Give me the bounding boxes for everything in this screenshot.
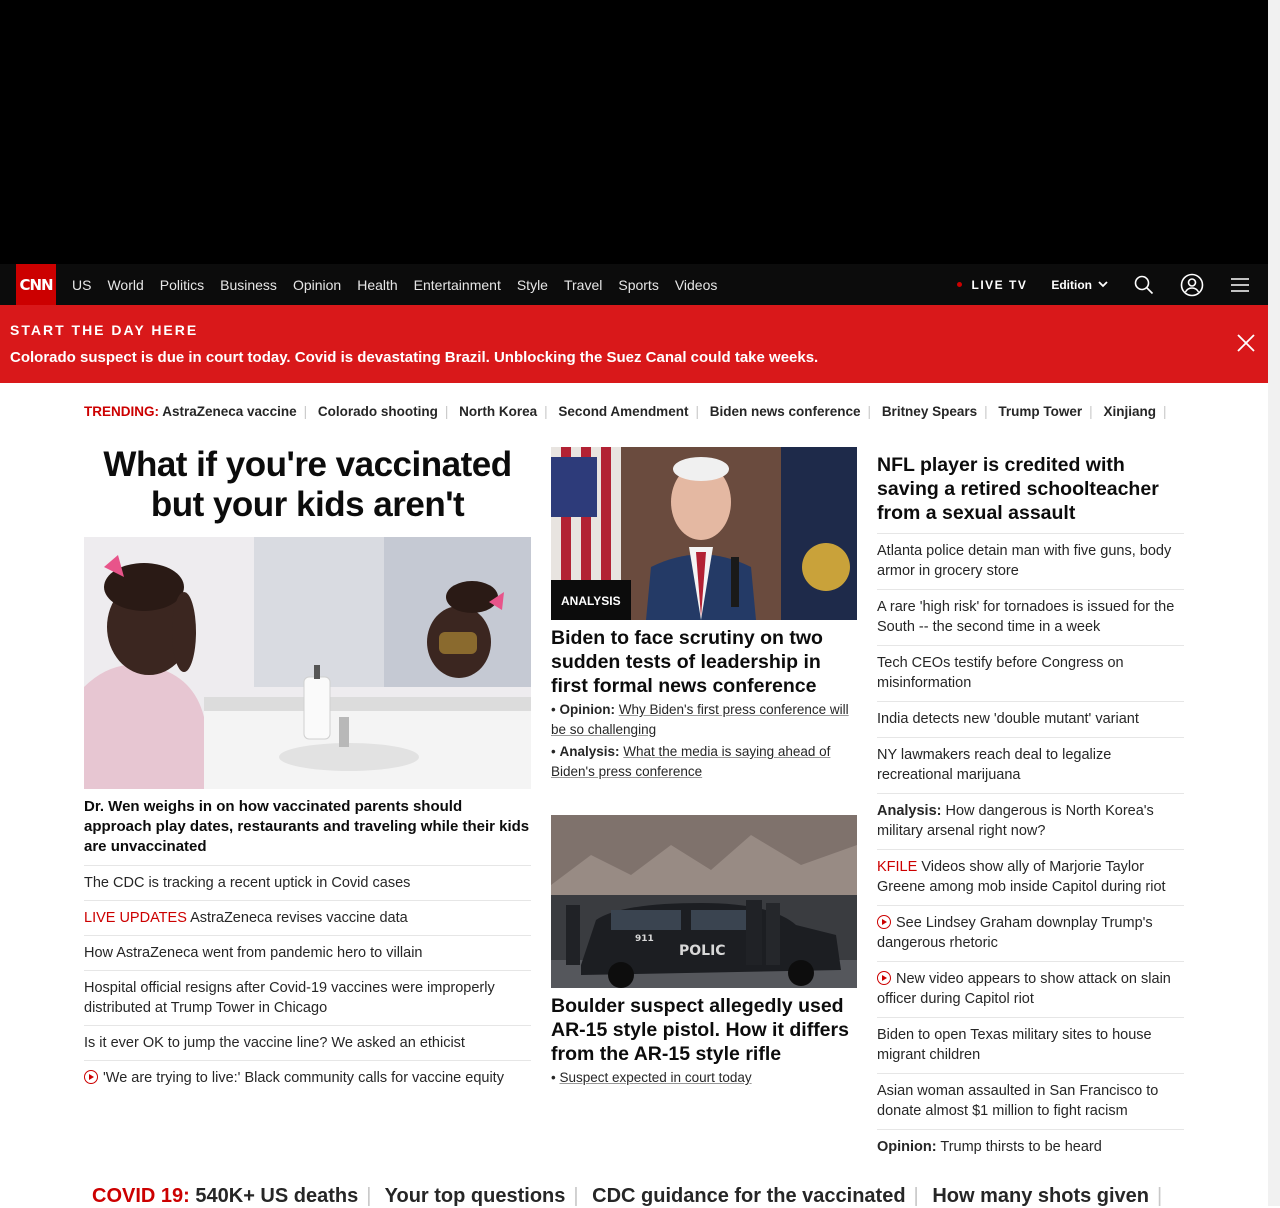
police-car-illustration [551,815,857,988]
list-item[interactable]: Tech CEOs testify before Congress on misinformation [877,646,1184,702]
covid-bar: COVID 19: 540K+ US deaths | Your top questions | CDC guidance for the vaccinated | How many shots given | [92,1185,1163,1207]
nav-links [72,277,733,293]
analysis-label: Analysis: [877,803,942,819]
list-item[interactable]: Asian woman assaulted in San Francisco to donate almost $1 million to fight racism [877,1074,1184,1130]
nav-style[interactable]: Style [516,276,548,293]
trending-item[interactable]: Biden news conference [709,404,861,419]
hamburger-menu-icon[interactable] [1228,273,1252,297]
ad-area [0,0,1268,264]
list-item[interactable]: Hospital official resigns after Covid-19 vaccines were improperly distributed at Trump Tower in Chicago [84,971,531,1026]
list-item[interactable]: India detects new 'double mutant' variant [877,702,1184,738]
live-tv-button[interactable] [957,278,1027,292]
list-item[interactable]: Analysis: How dangerous is North Korea's military arsenal right now? [877,794,1184,850]
scrollbar-track[interactable] [1268,0,1280,1206]
kfile-label: KFILE [877,859,918,875]
covid-link[interactable]: CDC guidance for the vaccinated [592,1185,906,1207]
column-left [84,445,531,1095]
covid-link[interactable]: Your top questions [384,1185,566,1207]
biden-image[interactable] [551,447,857,620]
chevron-down-icon [1098,281,1108,288]
video-play-icon [877,915,891,929]
user-account-icon[interactable] [1180,273,1204,297]
cnn-logo[interactable]: CNN [16,264,56,305]
list-item[interactable]: Biden to open Texas military sites to house migrant children [877,1018,1184,1074]
edition-label: Edition [1051,277,1092,292]
list-item[interactable]: NY lawmakers reach deal to legalize recreational marijuana [877,738,1184,794]
nav-opinion[interactable]: Opinion [292,276,342,293]
nav-us[interactable]: US [72,276,92,293]
trending-item[interactable]: Colorado shooting [317,404,438,419]
live-tv-label: LIVE TV [971,277,1028,292]
list-item[interactable]: 'We are trying to live:' Black community calls for vaccine equity [84,1061,531,1095]
search-icon[interactable] [1132,273,1156,297]
col3-headline[interactable]: NFL player is credited with saving a retired schoolteacher from a sexual assault [877,453,1184,534]
list-item[interactable]: Is it ever OK to jump the vaccine line? We asked an ethicist [84,1026,531,1061]
trending-bar: TRENDING: AstraZeneca vaccine | Colorado shooting | North Korea | Second Amendment | Biden news conference | Britney Spears | Trump Tower | Xinjiang | [84,404,1167,419]
nav-politics[interactable]: Politics [159,276,205,293]
col1-list [84,866,531,1095]
edition-dropdown[interactable] [1051,278,1108,292]
trending-item[interactable]: Second Amendment [558,404,689,419]
live-dot-icon [957,282,962,287]
banner-text[interactable]: Colorado suspect is due in court today. Covid is devastating Brazil. Unblocking the Suez Canal could take weeks. [10,349,819,366]
column-right [877,453,1184,1165]
police-car-number: 911 [635,934,654,944]
girl-mirror-illustration [84,537,531,789]
close-icon[interactable] [1237,334,1255,352]
start-the-day-banner[interactable] [0,305,1268,383]
nav-world[interactable]: World [107,276,144,293]
banner-title: START THE DAY HERE [10,322,199,338]
hero-headline[interactable]: What if you're vaccinated but your kids aren't [103,445,512,524]
story-headline[interactable]: Biden to face scrutiny on two sudden tests of leadership in first formal news conference [551,627,823,697]
nav-entertainment[interactable]: Entertainment [413,276,501,293]
trending-item[interactable]: Trump Tower [998,404,1083,419]
list-item[interactable]: KFILE Videos show ally of Marjorie Taylor Greene among mob inside Capitol during riot [877,850,1184,906]
column-middle [551,447,857,1088]
nav-videos[interactable]: Videos [674,276,718,293]
trending-item[interactable]: AstraZeneca vaccine [162,404,297,419]
list-item[interactable]: How AstraZeneca went from pandemic hero to villain [84,936,531,971]
trending-item[interactable]: Britney Spears [881,404,978,419]
list-item[interactable]: New video appears to show attack on slain officer during Capitol riot [877,962,1184,1018]
list-item[interactable]: The CDC is tracking a recent uptick in Covid cases [84,866,531,901]
trending-item[interactable]: North Korea [459,404,538,419]
covid-label: COVID 19: [92,1185,190,1207]
list-item[interactable]: Atlanta police detain man with five guns, body armor in grocery store [877,534,1184,590]
trending-item[interactable]: Xinjiang [1103,404,1156,419]
list-item[interactable]: LIVE UPDATES AstraZeneca revises vaccine data [84,901,531,936]
top-nav [0,264,1268,305]
story-headline[interactable]: Boulder suspect allegedly used AR-15 style pistol. How it differs from the AR-15 style rifle [551,995,849,1065]
live-updates-label: LIVE UPDATES [84,910,187,926]
video-play-icon [84,1070,98,1084]
police-image[interactable] [551,815,857,988]
nav-right [957,264,1268,305]
analysis-tag: ANALYSIS [551,580,631,620]
nav-business[interactable]: Business [220,276,277,293]
related-link[interactable]: • Opinion: Why Biden's first press conference will be so challenging [551,702,849,737]
hero-lead-link[interactable]: Dr. Wen weighs in on how vaccinated parents should approach play dates, restaurants and traveling while their kids are unvaccinated [84,797,531,866]
list-item[interactable]: A rare 'high risk' for tornadoes is issued for the South -- the second time in a week [877,590,1184,646]
nav-sports[interactable]: Sports [618,276,659,293]
related-link[interactable]: • Analysis: What the media is saying ahead of Biden's press conference [551,744,831,779]
list-item[interactable]: See Lindsey Graham downplay Trump's dangerous rhetoric [877,906,1184,962]
hero-image[interactable] [84,537,531,789]
video-play-icon [877,971,891,985]
opinion-label: Opinion: [877,1139,937,1155]
trending-label: TRENDING: [84,404,159,419]
police-car-text: POLIC [679,943,726,959]
nav-health[interactable]: Health [357,276,398,293]
covid-link[interactable]: How many shots given [932,1185,1150,1207]
nav-travel[interactable]: Travel [563,276,603,293]
related-link[interactable]: • Suspect expected in court today [551,1070,752,1085]
list-item[interactable]: Opinion: Trump thirsts to be heard [877,1139,1102,1155]
covid-link[interactable]: 540K+ US deaths [195,1185,359,1207]
